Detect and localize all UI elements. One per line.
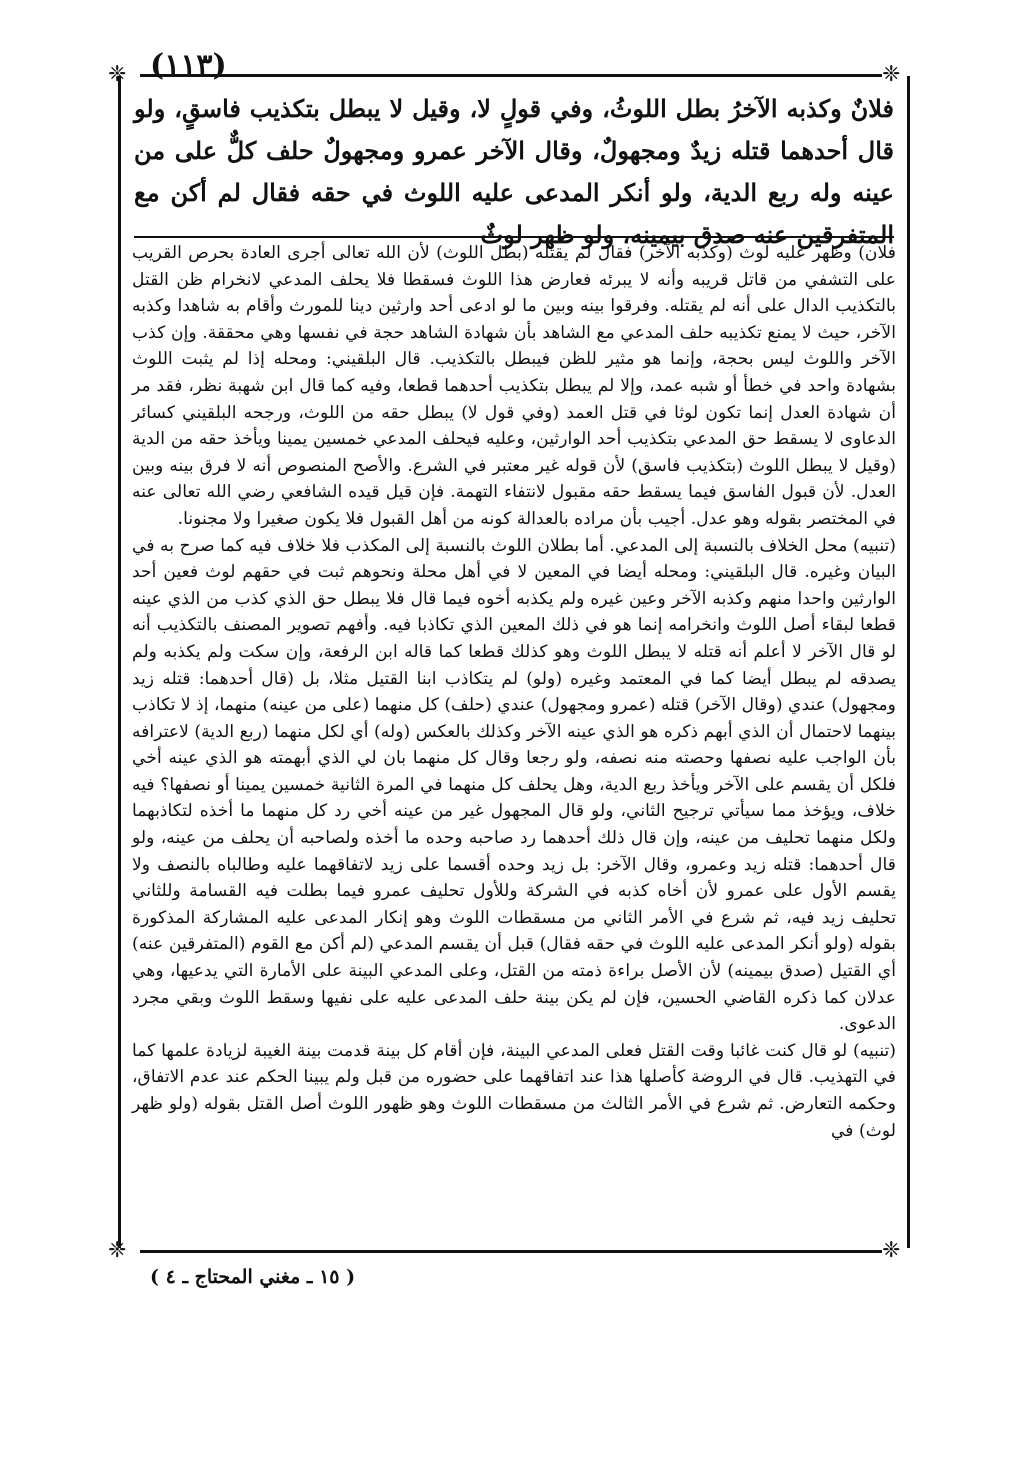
corner-ornament-icon: ❈	[108, 62, 127, 87]
commentary-paragraph: فلان) وظهر عليه لوث (وكذبه الآخر) فقال لم يقتله (بطل اللوث) لأن الله تعالى أجرى العادة بحرص القريب على التشفي من قاتل قريبه وأنه لا يبرئه فعارض هذا اللوث فسقطا فلا يحلف المدعي لانخرام ظن القتل بالتكذيب الدال على أنه لم يقتله. وفرقوا بينه وبين ما لو ادعى أحد وارثين دينا للمورث وأقام به شاهدا وكذبه الآخر، حيث لا يمنع تكذيبه حلف المدعي مع الشاهد بأن شهادة الشاهد حجة في نفسها وهي محققة. وإن كذب الآخر واللوث ليس بحجة، وإنما هو مثير للظن فيبطل بالتكذيب. قال البلقيني: ومحله إذا لم يثبت اللوث بشهادة واحد في خطأ أو شبه عمد، وإلا لم يبطل بتكذيب أحدهما قطعا، وفيه كما قال ابن شهبة نظر، فقد مر أن شهادة العدل إنما تكون لوثا في قتل العمد (وفي قول لا) يبطل حقه من اللوث، ورجحه البلقيني كسائر الدعاوى لا يسقط حق المدعي بتكذيب أحد الوارثين، وعليه فيحلف المدعي خمسين يمينا ويأخذ حقه من الدية (وقيل لا يبطل اللوث (بتكذيب فاسق) لأن قوله غير معتبر في الشرع. والأصح المنصوص أنه لا فرق بينه وبين العدل. لأن قبول الفاسق فيما يسقط حقه مقبول لانتفاء التهمة. فإن قيل قيده الشافعي رضي الله تعالى عنه في المختصر بقوله وهو عدل. أجيب بأن مراده بالعدالة كونه من أهل القبول فلا يكون صغيرا ولا مجنونا.	[132, 243, 896, 529]
matn-text: فلانٌ وكذبه الآخرُ بطل اللوثُ، وفي قولٍ لا، وقيل لا يبطل بتكذيب فاسقٍ، ولو قال أحدهما قتله زيدٌ ومجهولٌ، وقال الآخر عمرو ومجهولٌ حلف كلٌّ على من عينه وله ربع الدية، ولو أنكر المدعى عليه اللوث في حقه فقال لم أكن مع المتفرقين عنه صدق بيمينه، ولو ظهر لوثٌ	[134, 94, 895, 249]
page-number: (١١٣)	[150, 48, 227, 83]
commentary-paragraph: (تنبيه) محل الخلاف بالنسبة إلى المدعي. أما بطلان اللوث بالنسبة إلى المكذب فلا خلاف فيه كما صرح به في البيان وغيره. قال البلقيني: ومحله أيضا في المعين لا في أهل محلة ونحوهم ثبت في حقهم لوث فعين أحد الوارثين واحدا منهم وكذبه الآخر وعين غيره ولم يكذبه أخوه فيما قال فلا يبطل حق الذي كذب من الذي عينه قطعا لبقاء أصل اللوث وانخرامه إنما هو في ذلك المعين الذي تكاذبا فيه. وأفهم تصوير المصنف بالتكذيب أنه لو قال الآخر لا أعلم أنه قتله لا يبطل اللوث وهو كذلك قطعا كما قاله ابن الرفعة، وإن سكت ولم يكذبه ولم يصدقه لم يبطل أيضا كما في المعتمد وغيره (ولو) لم يتكاذب ابنا القتيل مثلا، بل (قال أحدهما: قتله زيد ومجهول) عندي (وقال الآخر) قتله (عمرو ومجهول) عندي (حلف) كل منهما (على من عينه) منهما، إذ لا تكاذب بينهما لاحتمال أن الذي أبهم ذكره هو الذي عينه الآخر وكذلك بالعكس (وله) أي لكل منهما (ربع الدية) لاعترافه بأن الواجب عليه نصفها وحصته منه نصفه، ولو رجعا وقال كل منهما بان لي الذي أبهمته هو الذي عينه أخي فلكل أن يقسم على الآخر ويأخذ ربع الدية، وهل يحلف كل منهما في المرة الثانية خمسين يمينا أو نصفها؟ فيه خلاف، ويؤخذ مما سيأتي ترجيح الثاني، ولو قال المجهول غير من عينه أخي رد كل منهما ما أخذه لتكاذبهما ولكل منهما تحليف من عينه، وإن قال ذلك أحدهما رد صاحبه وحده ما أخذه ولصاحبه أن يحلف من عينه، ولو قال أحدهما: قتله زيد وعمرو، وقال الآخر: بل زيد وحده أقسما على زيد لاتفاقهما عليه وطالباه بالنصف ولا يقسم الأول على عمرو لأن أخاه كذبه في الشركة وللأول تحليف عمرو فيما بطلت فيه القسامة وللثاني تحليف زيد فيه، ثم شرع في الأمر الثاني من مسقطات اللوث وهو إنكار المدعى عليه المشاركة المذكورة بقوله (ولو أنكر المدعى عليه اللوث في حقه فقال) قبل أن يقسم المدعي (لم أكن مع القوم (المتفرقين عنه) أي القتيل (صدق بيمينه) لأن الأصل براءة ذمته من القتل، وعلى المدعي البينة على الأمارة التي يدعيها، وهي عدلان كما ذكره القاضي الحسين، فإن لم يكن بينة حلف المدعى عليه على نفيها وسقط اللوث وبقي مجرد الدعوى.	[132, 535, 896, 1035]
commentary-body	[132, 240, 896, 1144]
corner-ornament-icon: ❈	[108, 1238, 127, 1263]
commentary-paragraph: (تنبيه) لو قال كنت غائبا وقت القتل فعلى المدعي البينة، فإن أقام كل بينة قدمت بينة الغيبة لزيادة علمها كما في التهذيب. قال في الروضة كأصلها هذا عند اتفاقهما على حضوره من قبل ولم يبينا الحكم عند عدم الاتفاق، وحكمه التعارض. ثم شرع في الأمر الثالث من مسقطات اللوث وهو ظهور اللوث أصل القتل بقوله (ولو ظهر لوث) في	[132, 1040, 896, 1141]
frame-bottom-rule	[140, 1250, 882, 1253]
corner-ornament-icon: ❈	[882, 1238, 901, 1263]
corner-ornament-icon: ❈	[882, 62, 901, 87]
footer-signature: ( ١٥ ـ مغني المحتاج ـ ٤ )	[150, 1266, 356, 1288]
section-divider	[134, 236, 894, 238]
